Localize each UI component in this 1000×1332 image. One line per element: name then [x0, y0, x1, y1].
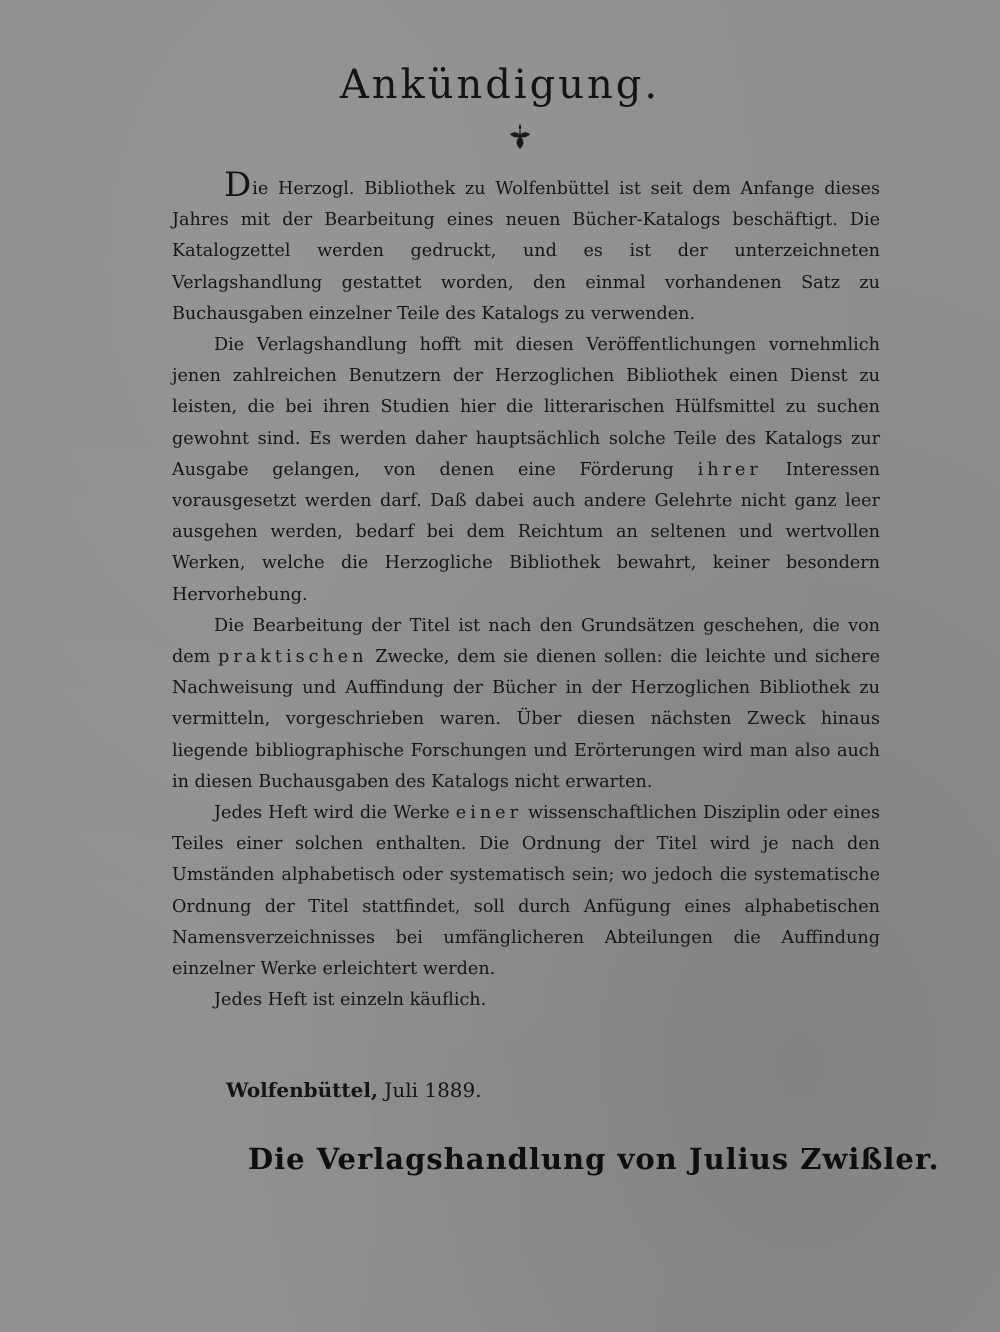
- paragraph-4-emphasis: einer: [455, 803, 522, 824]
- paragraph-4: [172, 798, 880, 985]
- paragraph-4-text-after: wissenschaftlichen Disziplin oder eines Teiles einer solchen enthalten. Die Ordnung der Titel wird je nach den Umständen alphabetisch oder systematisch sein; wo jedoch die systematische Ordnung der Titel stattfindet, soll durch Anfügung eines alphabetischen Namensverzeichnisses bei umfänglicheren Abteilungen die Auffindung einzelner Werke erleichtert werden.: [172, 803, 880, 980]
- place: Wolfenbüttel,: [226, 1078, 378, 1102]
- paragraph-3: [172, 611, 880, 798]
- paragraph-2-text-before: Die Verlagshandlung hofft mit diesen Veröffentlichungen vornehmlich jenen zahlreichen Benutzern der Herzoglichen Bibliothek einen Dienst zu leisten, die bei ihren Studien hier die litterarischen Hülfsmittel zu suchen gewohnt sind. Es werden daher hauptsächlich solche Teile des Katalogs zur Ausgabe gelangen, von denen eine Förderung: [172, 335, 880, 480]
- announcement-body: [172, 165, 881, 1016]
- paragraph-5-text: Jedes Heft ist einzeln käuflich.: [214, 990, 487, 1011]
- page-title: Ankündigung.: [339, 62, 661, 108]
- place-and-date: [226, 1078, 482, 1102]
- paragraph-2-text-after: Interessen vorausgesetzt werden darf. Daß dabei auch andere Gelehrte nicht ganz leer ausgehen werden, bedarf bei dem Reichtum an seltenen und wertvollen Werken, welche die Herzogliche Bibliothek bewahrt, keiner besondern Hervorhebung.: [172, 459, 881, 605]
- paragraph-4-text-before: Jedes Heft wird die Werke: [214, 803, 450, 824]
- leaf-ornament-icon: [506, 122, 534, 152]
- publisher-signature: Die Verlagshandlung von Julius Zwißler.: [248, 1142, 940, 1176]
- date: Juli 1889.: [384, 1078, 482, 1102]
- paragraph-1: [172, 165, 880, 330]
- paragraph-5: [172, 985, 880, 1016]
- paragraph-3-text-before: Die Bearbeitung der Titel ist nach den Grundsätzen geschehen, die von dem: [172, 615, 880, 668]
- paragraph-2: [172, 330, 880, 611]
- paragraph-1-text: ie Herzogl. Bibliothek zu Wolfenbüttel ist seit dem Anfange dieses Jahres mit der Bearbeitung eines neuen Bücher-Katalogs beschäftigt. Die Katalogzettel werden gedruckt, und es ist der unterzeichneten Verlagshandlung gestattet worden, den einmal vorhandenen Satz zu Buchausgaben einzelner Teile des Katalogs zu verwenden.: [172, 179, 880, 324]
- paragraph-2-emphasis: ihrer: [697, 459, 762, 480]
- paragraph-3-text-after: Zwecke, dem sie dienen sollen: die leichte und sichere Nachweisung und Auffindung der Bücher in der Herzoglichen Bibliothek zu vermitteln, vorgeschrieben waren. Über diesen nächsten Zweck hinaus liegende bibliographische Forschungen und Erörterungen wird man also auch in diesen Buchausgaben des Katalogs nicht erwarten.: [172, 647, 881, 792]
- paragraph-3-emphasis: praktischen: [218, 647, 368, 668]
- drop-cap: D: [224, 165, 252, 205]
